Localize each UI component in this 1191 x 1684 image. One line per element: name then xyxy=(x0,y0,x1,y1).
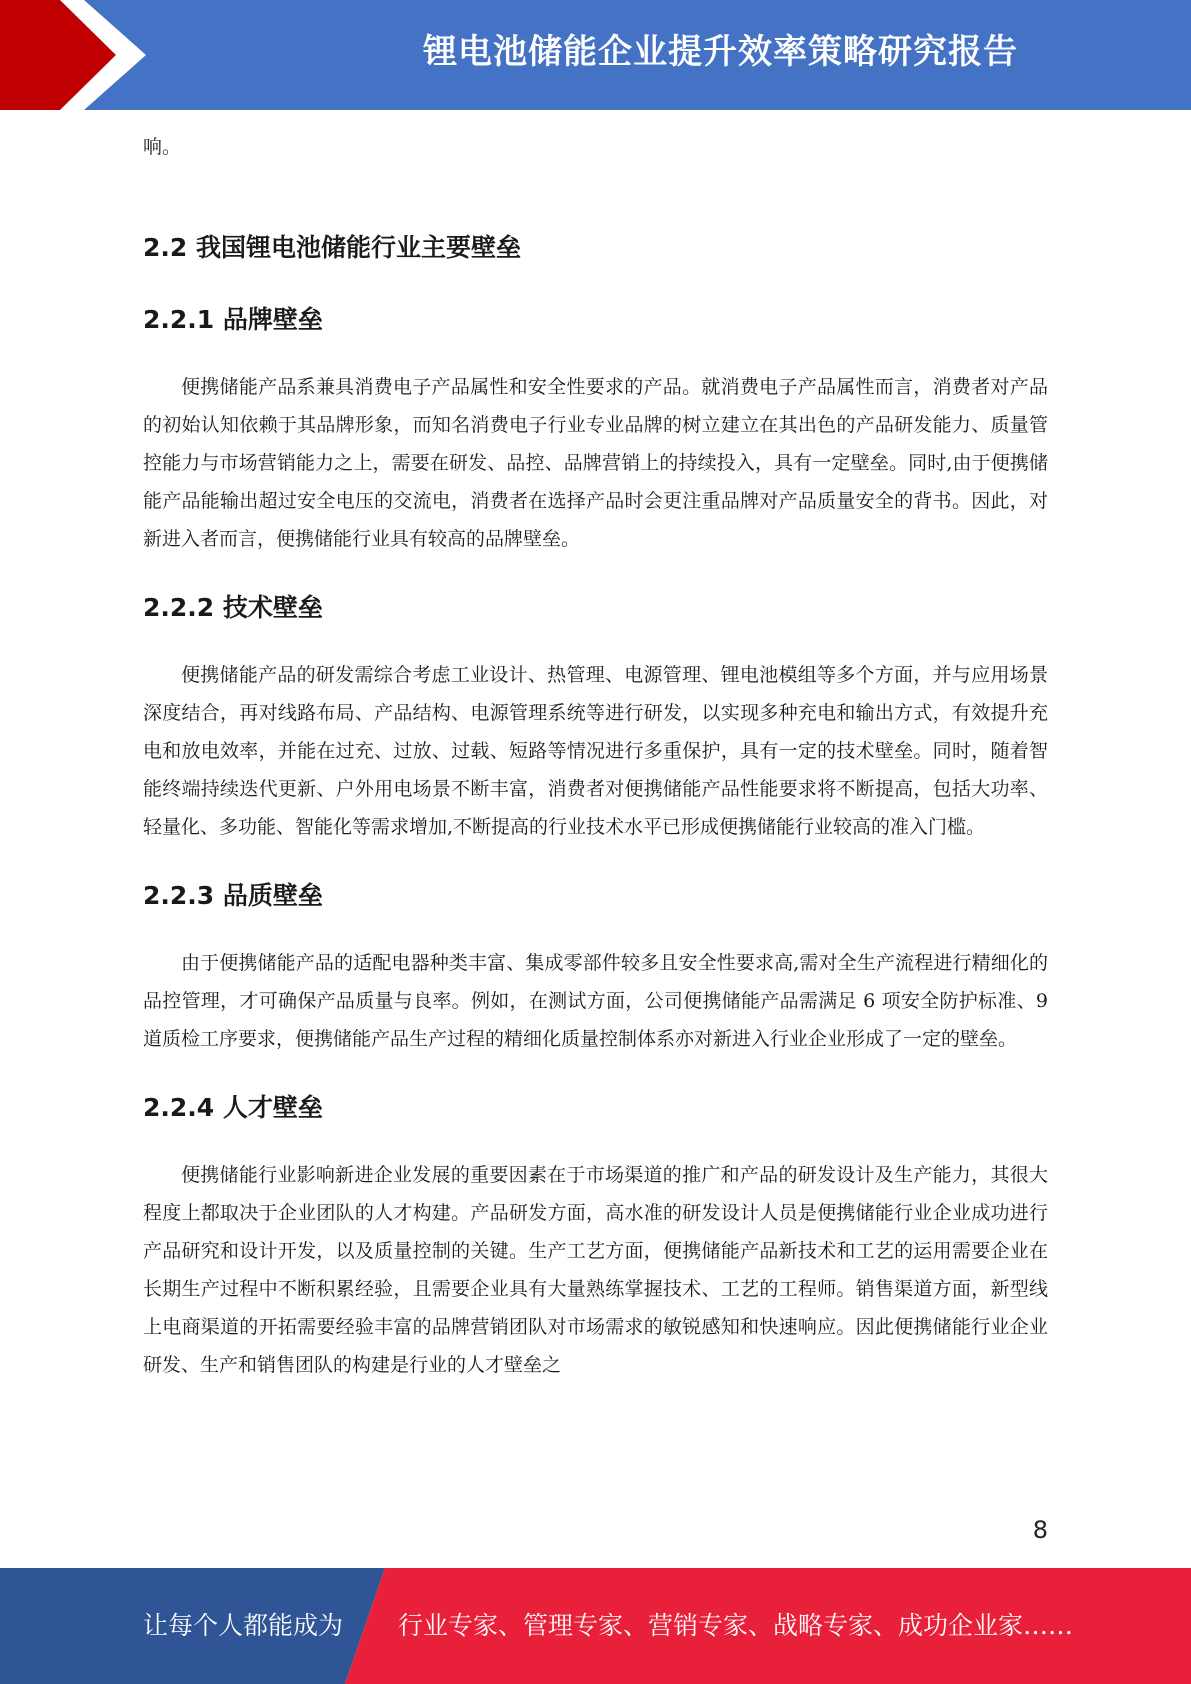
section-heading: 2.2 我国锂电池储能行业主要壁垒 xyxy=(143,233,521,262)
header-arrow-decoration xyxy=(0,0,160,110)
subsection-heading-brand: 2.2.1 品牌壁垒 xyxy=(143,305,323,334)
paragraph-quality: 由于便携储能产品的适配电器种类丰富、集成零部件较多且安全性要求高,需对全生产流程进行精细化的品控管理，才可确保产品质量与良率。例如，在测试方面，公司便携储能产品需满足 6 项安全防护标准、9 道质检工序要求，便携储能产品生产过程的精细化质量控制体系亦对新进入行业企业形成了一定的壁垒。 xyxy=(143,952,1048,1050)
subsection-heading-quality: 2.2.3 品质壁垒 xyxy=(143,881,323,910)
paragraph-technology: 便携储能产品的研发需综合考虑工业设计、热管理、电源管理、锂电池模组等多个方面，并与应用场景深度结合，再对线路布局、产品结构、电源管理系统等进行研发，以实现多种充电和输出方式，有效提升充电和放电效率，并能在过充、过放、过载、短路等情况进行多重保护，具有一定的技术壁垒。同时，随着智能终端持续迭代更新、户外用电场景不断丰富，消费者对便携储能产品性能要求将不断提高，包括大功率、轻量化、多功能、智能化等需求增加,不断提高的行业技术水平已形成便携储能行业较高的准入门槛。 xyxy=(143,664,1048,838)
footer-roles: 行业专家、管理专家、营销专家、战略专家、成功企业家…… xyxy=(398,1611,1074,1640)
page-number: 8 xyxy=(1032,1516,1048,1544)
continuation-text: 响。 xyxy=(143,136,182,158)
page-header xyxy=(0,0,1191,110)
paragraph-brand: 便携储能产品系兼具消费电子产品属性和安全性要求的产品。就消费电子产品属性而言，消费者对产品的初始认知依赖于其品牌形象，而知名消费电子行业专业品牌的树立建立在其出色的产品研发能力、质量管控能力与市场营销能力之上，需要在研发、品控、品牌营销上的持续投入，具有一定壁垒。同时,由于便携储能产品能输出超过安全电压的交流电，消费者在选择产品时会更注重品牌对产品质量安全的背书。因此，对新进入者而言，便携储能行业具有较高的品牌壁垒。 xyxy=(143,376,1048,550)
subsection-heading-talent: 2.2.4 人才壁垒 xyxy=(143,1093,323,1122)
footer-slogan: 让每个人都能成为 xyxy=(143,1611,344,1640)
page-footer xyxy=(0,1568,1191,1684)
report-title: 锂电池储能企业提升效率策略研究报告 xyxy=(423,32,1018,72)
paragraph-talent: 便携储能行业影响新进企业发展的重要因素在于市场渠道的推广和产品的研发设计及生产能力，其很大程度上都取决于企业团队的人才构建。产品研发方面，高水准的研发设计人员是便携储能行业企业成功进行产品研究和设计开发，以及质量控制的关键。生产工艺方面，便携储能产品新技术和工艺的运用需要企业在长期生产过程中不断积累经验，且需要企业具有大量熟练掌握技术、工艺的工程师。销售渠道方面，新型线上电商渠道的开拓需要经验丰富的品牌营销团队对市场需求的敏锐感知和快速响应。因此便携储能行业企业研发、生产和销售团队的构建是行业的人才壁垒之 xyxy=(143,1164,1048,1376)
subsection-heading-technology: 2.2.2 技术壁垒 xyxy=(143,593,323,622)
page-content xyxy=(143,128,1048,1384)
